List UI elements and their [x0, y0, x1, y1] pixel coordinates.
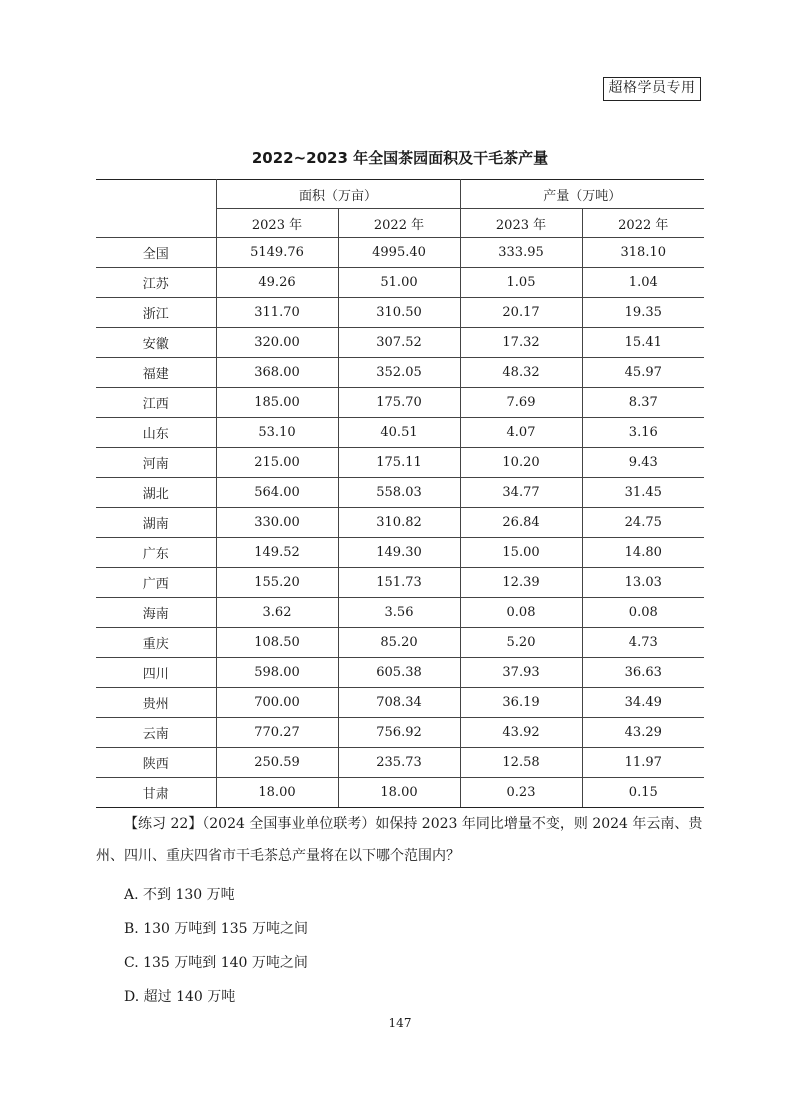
region-cell: 广西: [96, 568, 216, 598]
value-cell: 11.97: [582, 748, 704, 778]
value-cell: 318.10: [582, 238, 704, 268]
table-row: [96, 508, 704, 538]
value-cell: 43.29: [582, 718, 704, 748]
value-cell: 15.41: [582, 328, 704, 358]
value-cell: 9.43: [582, 448, 704, 478]
value-cell: 36.19: [460, 688, 582, 718]
table-row: [96, 298, 704, 328]
value-cell: 1.05: [460, 268, 582, 298]
value-cell: 175.70: [338, 388, 460, 418]
value-cell: 45.97: [582, 358, 704, 388]
value-cell: 85.20: [338, 628, 460, 658]
table-row: [96, 658, 704, 688]
table-row: [96, 388, 704, 418]
region-header-cell: [96, 180, 216, 238]
value-cell: 5.20: [460, 628, 582, 658]
region-cell: 山东: [96, 418, 216, 448]
value-cell: 1.04: [582, 268, 704, 298]
page-number: 147: [388, 1016, 412, 1030]
value-cell: 51.00: [338, 268, 460, 298]
value-cell: 4995.40: [338, 238, 460, 268]
value-cell: 175.11: [338, 448, 460, 478]
region-cell: 甘肃: [96, 778, 216, 808]
region-cell: 江苏: [96, 268, 216, 298]
value-cell: 368.00: [216, 358, 338, 388]
table-row: [96, 598, 704, 628]
table-title: 2022~2023 年全国茶园面积及干毛茶产量: [251, 149, 549, 167]
option-c: C. 135 万吨到 140 万吨之间: [124, 955, 308, 971]
student-only-badge: 超格学员专用: [603, 77, 701, 101]
value-cell: 155.20: [216, 568, 338, 598]
value-cell: 307.52: [338, 328, 460, 358]
value-cell: 48.32: [460, 358, 582, 388]
value-cell: 250.59: [216, 748, 338, 778]
value-cell: 149.30: [338, 538, 460, 568]
year-header-output-2022: 2022 年: [582, 209, 704, 238]
output-group-header: 产量（万吨）: [460, 180, 704, 209]
value-cell: 12.39: [460, 568, 582, 598]
value-cell: 310.82: [338, 508, 460, 538]
table-row: [96, 568, 704, 598]
value-cell: 20.17: [460, 298, 582, 328]
value-cell: 7.69: [460, 388, 582, 418]
region-cell: 安徽: [96, 328, 216, 358]
value-cell: 53.10: [216, 418, 338, 448]
region-cell: 四川: [96, 658, 216, 688]
value-cell: 24.75: [582, 508, 704, 538]
value-cell: 19.35: [582, 298, 704, 328]
table-row: [96, 418, 704, 448]
value-cell: 3.16: [582, 418, 704, 448]
region-cell: 湖北: [96, 478, 216, 508]
value-cell: 34.77: [460, 478, 582, 508]
area-group-header: 面积（万亩）: [216, 180, 460, 209]
value-cell: 598.00: [216, 658, 338, 688]
table-row: [96, 628, 704, 658]
region-cell: 湖南: [96, 508, 216, 538]
value-cell: 40.51: [338, 418, 460, 448]
value-cell: 311.70: [216, 298, 338, 328]
table-row: [96, 448, 704, 478]
year-header-output-2023: 2023 年: [460, 209, 582, 238]
question-stem: 【练习 22】（2024 全国事业单位联考）如保持 2023 年同比增量不变，则 2024 年云南、贵州、四川、重庆四省市干毛茶总产量将在以下哪个范围内？: [96, 816, 703, 864]
region-cell: 福建: [96, 358, 216, 388]
region-cell: 贵州: [96, 688, 216, 718]
option-d: D. 超过 140 万吨: [124, 989, 236, 1005]
region-cell: 江西: [96, 388, 216, 418]
region-cell: 广东: [96, 538, 216, 568]
value-cell: 17.32: [460, 328, 582, 358]
region-cell: 云南: [96, 718, 216, 748]
value-cell: 10.20: [460, 448, 582, 478]
header-row-groups: [96, 180, 704, 209]
value-cell: 37.93: [460, 658, 582, 688]
region-cell: 全国: [96, 238, 216, 268]
region-cell: 海南: [96, 598, 216, 628]
table-row: [96, 328, 704, 358]
year-header-area-2023: 2023 年: [216, 209, 338, 238]
value-cell: 26.84: [460, 508, 582, 538]
table-row: [96, 238, 704, 268]
value-cell: 5149.76: [216, 238, 338, 268]
table-row: [96, 478, 704, 508]
value-cell: 34.49: [582, 688, 704, 718]
value-cell: 3.56: [338, 598, 460, 628]
table-row: [96, 538, 704, 568]
region-cell: 陕西: [96, 748, 216, 778]
value-cell: 15.00: [460, 538, 582, 568]
table-row: [96, 358, 704, 388]
value-cell: 4.07: [460, 418, 582, 448]
value-cell: 235.73: [338, 748, 460, 778]
practice-question: [96, 808, 716, 1006]
value-cell: 770.27: [216, 718, 338, 748]
value-cell: 4.73: [582, 628, 704, 658]
value-cell: 149.52: [216, 538, 338, 568]
region-cell: 浙江: [96, 298, 216, 328]
value-cell: 43.92: [460, 718, 582, 748]
value-cell: 756.92: [338, 718, 460, 748]
value-cell: 700.00: [216, 688, 338, 718]
value-cell: 330.00: [216, 508, 338, 538]
value-cell: 0.08: [460, 598, 582, 628]
table-row: [96, 748, 704, 778]
value-cell: 320.00: [216, 328, 338, 358]
value-cell: 0.15: [582, 778, 704, 808]
value-cell: 36.63: [582, 658, 704, 688]
table-row: [96, 268, 704, 298]
value-cell: 12.58: [460, 748, 582, 778]
value-cell: 0.23: [460, 778, 582, 808]
value-cell: 31.45: [582, 478, 704, 508]
table-row: [96, 718, 704, 748]
table-row: [96, 778, 704, 808]
value-cell: 352.05: [338, 358, 460, 388]
value-cell: 0.08: [582, 598, 704, 628]
tea-data-table: [96, 179, 704, 808]
value-cell: 558.03: [338, 478, 460, 508]
value-cell: 310.50: [338, 298, 460, 328]
region-cell: 重庆: [96, 628, 216, 658]
value-cell: 215.00: [216, 448, 338, 478]
region-cell: 河南: [96, 448, 216, 478]
value-cell: 333.95: [460, 238, 582, 268]
option-a: A. 不到 130 万吨: [124, 887, 235, 903]
value-cell: 708.34: [338, 688, 460, 718]
value-cell: 185.00: [216, 388, 338, 418]
table-row: [96, 688, 704, 718]
year-header-area-2022: 2022 年: [338, 209, 460, 238]
value-cell: 8.37: [582, 388, 704, 418]
value-cell: 108.50: [216, 628, 338, 658]
option-b: B. 130 万吨到 135 万吨之间: [124, 921, 308, 937]
value-cell: 49.26: [216, 268, 338, 298]
value-cell: 3.62: [216, 598, 338, 628]
value-cell: 18.00: [216, 778, 338, 808]
value-cell: 564.00: [216, 478, 338, 508]
value-cell: 605.38: [338, 658, 460, 688]
value-cell: 13.03: [582, 568, 704, 598]
value-cell: 18.00: [338, 778, 460, 808]
value-cell: 14.80: [582, 538, 704, 568]
value-cell: 151.73: [338, 568, 460, 598]
